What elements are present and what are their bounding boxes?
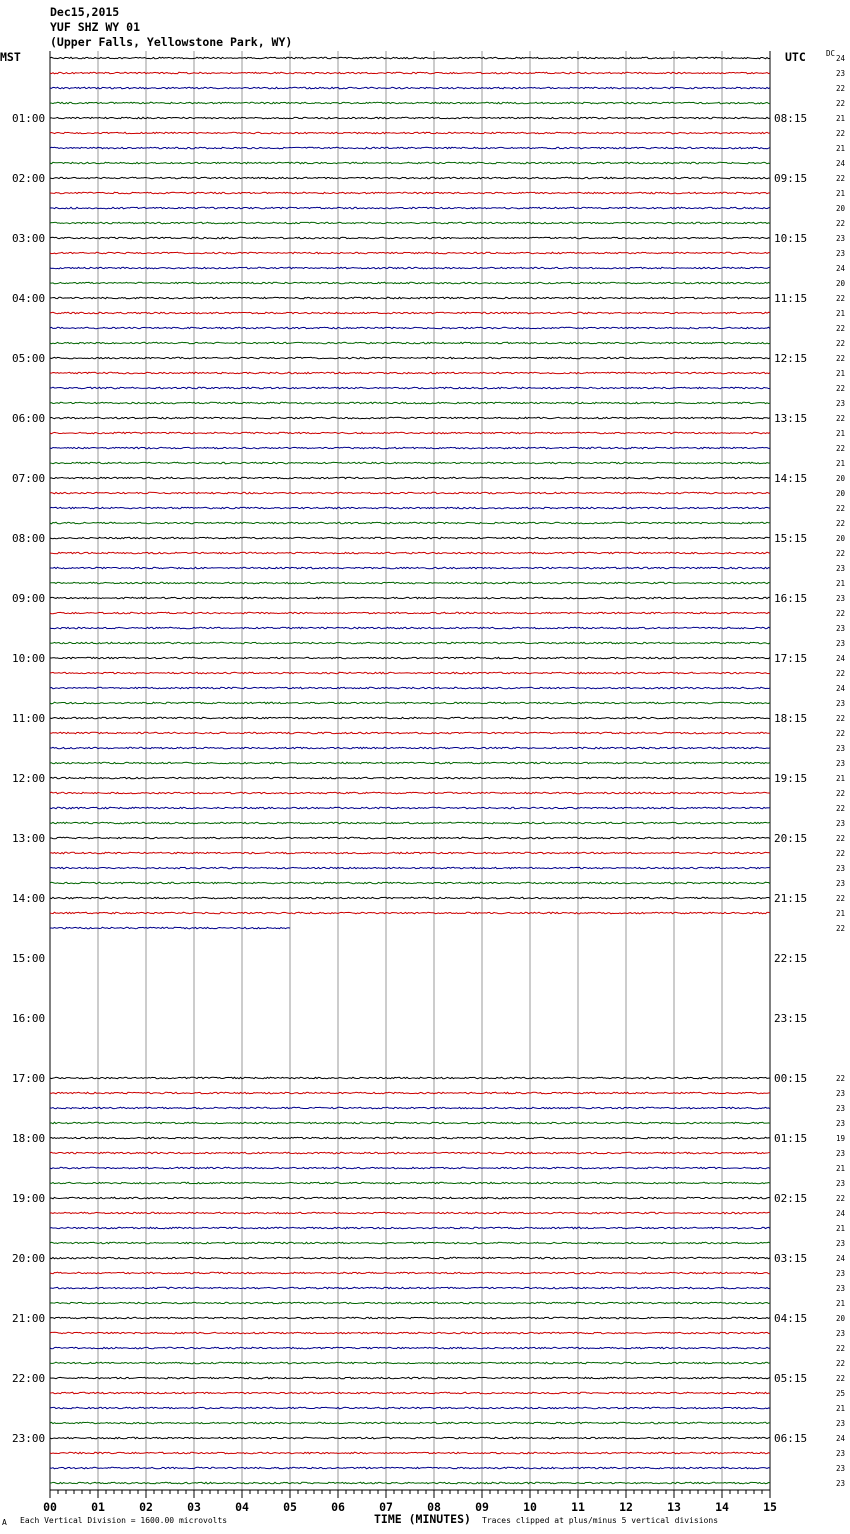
x-tick-label: 02: [139, 1500, 153, 1514]
right-hour-label: 15:15: [774, 532, 808, 545]
trace-81: [50, 1272, 770, 1274]
trace-35: [50, 582, 770, 584]
right-hour-label: 18:15: [774, 712, 808, 725]
trace-51: [50, 822, 770, 824]
trace-84: [50, 1317, 770, 1319]
dc-offset-label: 21: [836, 909, 846, 918]
left-hour-label: 14:00: [12, 892, 46, 905]
dc-offset-label: 23: [836, 69, 846, 78]
right-hour-label: 17:15: [774, 652, 808, 665]
dc-offset-label: 24: [836, 684, 846, 693]
dc-offset-label: 25: [836, 1389, 846, 1398]
dc-offset-label: 22: [836, 924, 846, 933]
left-hour-label: 02:00: [12, 172, 46, 185]
x-axis: [43, 1490, 777, 1514]
trace-1: [50, 72, 770, 74]
left-hour-label: 08:00: [12, 532, 46, 545]
trace-82: [50, 1287, 770, 1289]
dc-offset-label: 23: [836, 639, 846, 648]
trace-18: [50, 327, 770, 329]
trace-11: [50, 222, 770, 224]
left-hour-label: 05:00: [12, 352, 46, 365]
trace-0: [50, 57, 770, 59]
right-hour-label: 00:15: [774, 1072, 808, 1085]
trace-54: [50, 867, 770, 869]
dc-offset-label: 23: [836, 1419, 846, 1428]
trace-28: [50, 477, 770, 479]
trace-12: [50, 237, 770, 239]
trace-29: [50, 492, 770, 494]
trace-94: [50, 1467, 770, 1469]
trace-3: [50, 102, 770, 104]
trace-16: [50, 297, 770, 299]
dc-offset-label: 20: [836, 279, 846, 288]
trace-73: [50, 1152, 770, 1154]
trace-95: [50, 1482, 770, 1484]
dc-offset-label: 24: [836, 1209, 846, 1218]
trace-15: [50, 282, 770, 284]
right-hour-label: 20:15: [774, 832, 808, 845]
trace-group: [50, 57, 770, 1484]
left-hour-label: 09:00: [12, 592, 46, 605]
dc-offset-label: 22: [836, 804, 846, 813]
trace-83: [50, 1302, 770, 1304]
trace-31: [50, 522, 770, 524]
trace-40: [50, 657, 770, 659]
x-tick-label: 04: [235, 1500, 249, 1514]
left-hour-label: 01:00: [12, 112, 46, 125]
dc-offset-label: 22: [836, 129, 846, 138]
left-hour-label: 06:00: [12, 412, 46, 425]
right-hour-label: 16:15: [774, 592, 808, 605]
dc-offset-label: 23: [836, 879, 846, 888]
dc-offset-label: 23: [836, 1149, 846, 1158]
dc-offset-label: 23: [836, 744, 846, 753]
trace-75: [50, 1182, 770, 1184]
dc-offset-label: 22: [836, 894, 846, 903]
trace-4: [50, 117, 770, 119]
trace-39: [50, 642, 770, 644]
right-timezone-label: UTC: [785, 50, 806, 64]
left-hour-label: 20:00: [12, 1252, 46, 1265]
trace-25: [50, 432, 770, 434]
dc-offset-label: 23: [836, 624, 846, 633]
header-date: Dec15,2015: [50, 5, 120, 19]
trace-9: [50, 192, 770, 194]
trace-20: [50, 357, 770, 359]
trace-90: [50, 1407, 770, 1409]
dc-label: DC: [826, 49, 836, 58]
right-hour-label: 09:15: [774, 172, 808, 185]
dc-offset-label: 21: [836, 309, 846, 318]
footer-scale: Each Vertical Division = 1600.00 microvolts: [20, 1516, 228, 1525]
trace-46: [50, 747, 770, 749]
right-hour-label: 02:15: [774, 1192, 808, 1205]
dc-offset-label: 23: [836, 1179, 846, 1188]
right-hour-label: 19:15: [774, 772, 808, 785]
trace-43: [50, 702, 770, 704]
trace-78: [50, 1227, 770, 1229]
left-hour-label: 10:00: [12, 652, 46, 665]
left-hour-label: 04:00: [12, 292, 46, 305]
dc-offset-label: 23: [836, 1239, 846, 1248]
dc-offset-label: 23: [836, 819, 846, 828]
trace-37: [50, 612, 770, 614]
dc-offset-label: 21: [836, 1164, 846, 1173]
dc-offset-label: 21: [836, 1224, 846, 1233]
dc-offset-label: 23: [836, 1284, 846, 1293]
dc-offset-label: 23: [836, 1329, 846, 1338]
trace-71: [50, 1122, 770, 1124]
header-location: (Upper Falls, Yellowstone Park, WY): [50, 35, 293, 49]
right-hour-label: 11:15: [774, 292, 808, 305]
dc-offset-label: 20: [836, 1314, 846, 1323]
dc-offset-label: 22: [836, 849, 846, 858]
dc-offset-label: 23: [836, 249, 846, 258]
trace-38: [50, 627, 770, 629]
x-tick-label: 15: [763, 1500, 777, 1514]
dc-offset-label: 24: [836, 1254, 846, 1263]
left-hour-label: 12:00: [12, 772, 46, 785]
trace-22: [50, 387, 770, 389]
trace-87: [50, 1362, 770, 1364]
dc-offset-label: 21: [836, 144, 846, 153]
trace-69: [50, 1092, 770, 1094]
trace-6: [50, 147, 770, 149]
dc-offset-label: 23: [836, 594, 846, 603]
dc-offset-label: 20: [836, 534, 846, 543]
dc-offset-label: 24: [836, 1434, 846, 1443]
left-hour-label: 11:00: [12, 712, 46, 725]
trace-68: [50, 1077, 770, 1079]
dc-offset-label: 24: [836, 654, 846, 663]
trace-55: [50, 882, 770, 884]
trace-27: [50, 462, 770, 464]
dc-offset-label: 21: [836, 429, 846, 438]
dc-offset-label: 23: [836, 699, 846, 708]
right-hour-label: 04:15: [774, 1312, 808, 1325]
dc-offset-label: 22: [836, 354, 846, 363]
dc-offset-label: 22: [836, 1194, 846, 1203]
trace-88: [50, 1377, 770, 1379]
dc-offset-label: 24: [836, 54, 846, 63]
footer-clip-note: Traces clipped at plus/minus 5 vertical divisions: [482, 1516, 719, 1525]
x-tick-label: 14: [715, 1500, 729, 1514]
dc-offset-label: 23: [836, 1269, 846, 1278]
trace-8: [50, 177, 770, 179]
right-hour-label: 10:15: [774, 232, 808, 245]
x-tick-label: 13: [667, 1500, 681, 1514]
dc-offset-label: 22: [836, 519, 846, 528]
dc-offset-label: 23: [836, 1104, 846, 1113]
trace-52: [50, 837, 770, 839]
dc-offset-label: 22: [836, 1374, 846, 1383]
dc-offset-label: 23: [836, 399, 846, 408]
dc-offset-labels: [836, 54, 846, 1488]
left-hour-label: 23:00: [12, 1432, 46, 1445]
dc-offset-label: 22: [836, 1074, 846, 1083]
right-hour-label: 12:15: [774, 352, 808, 365]
header-station: YUF SHZ WY 01: [50, 20, 141, 34]
dc-offset-label: 21: [836, 774, 846, 783]
dc-offset-label: 21: [836, 369, 846, 378]
dc-offset-label: 23: [836, 864, 846, 873]
dc-offset-label: 22: [836, 1359, 846, 1368]
right-hour-label: 21:15: [774, 892, 808, 905]
trace-92: [50, 1437, 770, 1439]
trace-5: [50, 132, 770, 134]
trace-33: [50, 552, 770, 554]
right-hour-label: 06:15: [774, 1432, 808, 1445]
trace-72: [50, 1137, 770, 1139]
trace-24: [50, 417, 770, 419]
trace-85: [50, 1332, 770, 1334]
trace-47: [50, 762, 770, 764]
left-hour-label: 19:00: [12, 1192, 46, 1205]
dc-offset-label: 24: [836, 159, 846, 168]
dc-offset-label: 23: [836, 759, 846, 768]
left-hour-label: 22:00: [12, 1372, 46, 1385]
x-tick-label: 09: [475, 1500, 489, 1514]
right-hour-label: 14:15: [774, 472, 808, 485]
trace-48: [50, 777, 770, 779]
right-hour-label: 22:15: [774, 952, 808, 965]
dc-offset-label: 22: [836, 789, 846, 798]
dc-offset-label: 21: [836, 579, 846, 588]
dc-offset-label: 22: [836, 504, 846, 513]
trace-13: [50, 252, 770, 254]
trace-91: [50, 1422, 770, 1424]
dc-offset-label: 22: [836, 714, 846, 723]
x-tick-label: 12: [619, 1500, 633, 1514]
trace-10: [50, 207, 770, 209]
x-tick-label: 00: [43, 1500, 57, 1514]
trace-70: [50, 1107, 770, 1109]
trace-42: [50, 687, 770, 689]
dc-offset-label: 23: [836, 1119, 846, 1128]
x-tick-label: 03: [187, 1500, 201, 1514]
trace-58: [50, 927, 290, 929]
dc-offset-label: 20: [836, 489, 846, 498]
dc-offset-label: 22: [836, 834, 846, 843]
dc-offset-label: 22: [836, 219, 846, 228]
right-hour-label: 05:15: [774, 1372, 808, 1385]
dc-offset-label: 21: [836, 1299, 846, 1308]
x-tick-label: 05: [283, 1500, 297, 1514]
trace-32: [50, 537, 770, 539]
dc-offset-label: 22: [836, 669, 846, 678]
x-tick-label: 11: [571, 1500, 585, 1514]
trace-34: [50, 567, 770, 569]
dc-offset-label: 22: [836, 294, 846, 303]
dc-offset-label: 21: [836, 1404, 846, 1413]
trace-14: [50, 267, 770, 269]
left-hour-label: 16:00: [12, 1012, 46, 1025]
trace-30: [50, 507, 770, 509]
trace-44: [50, 717, 770, 719]
left-hour-label: 21:00: [12, 1312, 46, 1325]
dc-offset-label: 22: [836, 174, 846, 183]
dc-offset-label: 21: [836, 189, 846, 198]
trace-7: [50, 162, 770, 164]
trace-41: [50, 672, 770, 674]
dc-offset-label: 20: [836, 474, 846, 483]
dc-offset-label: 24: [836, 264, 846, 273]
trace-93: [50, 1452, 770, 1454]
trace-86: [50, 1347, 770, 1349]
dc-offset-label: 19: [836, 1134, 846, 1143]
trace-36: [50, 597, 770, 599]
right-hour-label: 23:15: [774, 1012, 808, 1025]
left-hour-label: 15:00: [12, 952, 46, 965]
left-hour-labels: [12, 112, 45, 1445]
dc-offset-label: 23: [836, 1089, 846, 1098]
trace-53: [50, 852, 770, 854]
trace-74: [50, 1167, 770, 1169]
trace-21: [50, 372, 770, 374]
dc-offset-label: 22: [836, 729, 846, 738]
dc-offset-label: 23: [836, 234, 846, 243]
dc-offset-label: 22: [836, 384, 846, 393]
dc-offset-label: 22: [836, 84, 846, 93]
x-tick-label: 08: [427, 1500, 441, 1514]
right-hour-label: 08:15: [774, 112, 808, 125]
dc-offset-label: 23: [836, 1464, 846, 1473]
trace-79: [50, 1242, 770, 1244]
left-hour-label: 07:00: [12, 472, 46, 485]
right-hour-labels: [774, 112, 807, 1445]
left-hour-label: 18:00: [12, 1132, 46, 1145]
trace-49: [50, 792, 770, 794]
left-hour-label: 13:00: [12, 832, 46, 845]
dc-offset-label: 22: [836, 549, 846, 558]
trace-2: [50, 87, 770, 89]
x-tick-label: 06: [331, 1500, 345, 1514]
dc-offset-label: 22: [836, 414, 846, 423]
dc-offset-label: 23: [836, 1479, 846, 1488]
left-hour-label: 17:00: [12, 1072, 46, 1085]
trace-17: [50, 312, 770, 314]
trace-89: [50, 1392, 770, 1394]
dc-offset-label: 22: [836, 339, 846, 348]
trace-26: [50, 447, 770, 449]
dc-offset-label: 20: [836, 204, 846, 213]
trace-80: [50, 1257, 770, 1259]
dc-offset-label: 21: [836, 459, 846, 468]
x-axis-title: TIME (MINUTES): [374, 1512, 471, 1526]
dc-offset-label: 22: [836, 99, 846, 108]
dc-offset-label: 22: [836, 444, 846, 453]
trace-45: [50, 732, 770, 734]
x-tick-label: 07: [379, 1500, 393, 1514]
right-hour-label: 01:15: [774, 1132, 808, 1145]
trace-76: [50, 1197, 770, 1199]
x-tick-label: 01: [91, 1500, 105, 1514]
left-timezone-label: MST: [0, 50, 21, 64]
footer-mark: A: [2, 1518, 7, 1527]
dc-offset-label: 23: [836, 1449, 846, 1458]
right-hour-label: 13:15: [774, 412, 808, 425]
x-tick-label: 10: [523, 1500, 537, 1514]
trace-19: [50, 342, 770, 344]
dc-offset-label: 23: [836, 564, 846, 573]
left-hour-label: 03:00: [12, 232, 46, 245]
right-hour-label: 03:15: [774, 1252, 808, 1265]
trace-77: [50, 1212, 770, 1214]
dc-offset-label: 22: [836, 609, 846, 618]
trace-50: [50, 807, 770, 809]
trace-57: [50, 912, 770, 914]
trace-23: [50, 402, 770, 404]
dc-offset-label: 22: [836, 324, 846, 333]
dc-offset-label: 22: [836, 1344, 846, 1353]
trace-56: [50, 897, 770, 899]
dc-offset-label: 21: [836, 114, 846, 123]
